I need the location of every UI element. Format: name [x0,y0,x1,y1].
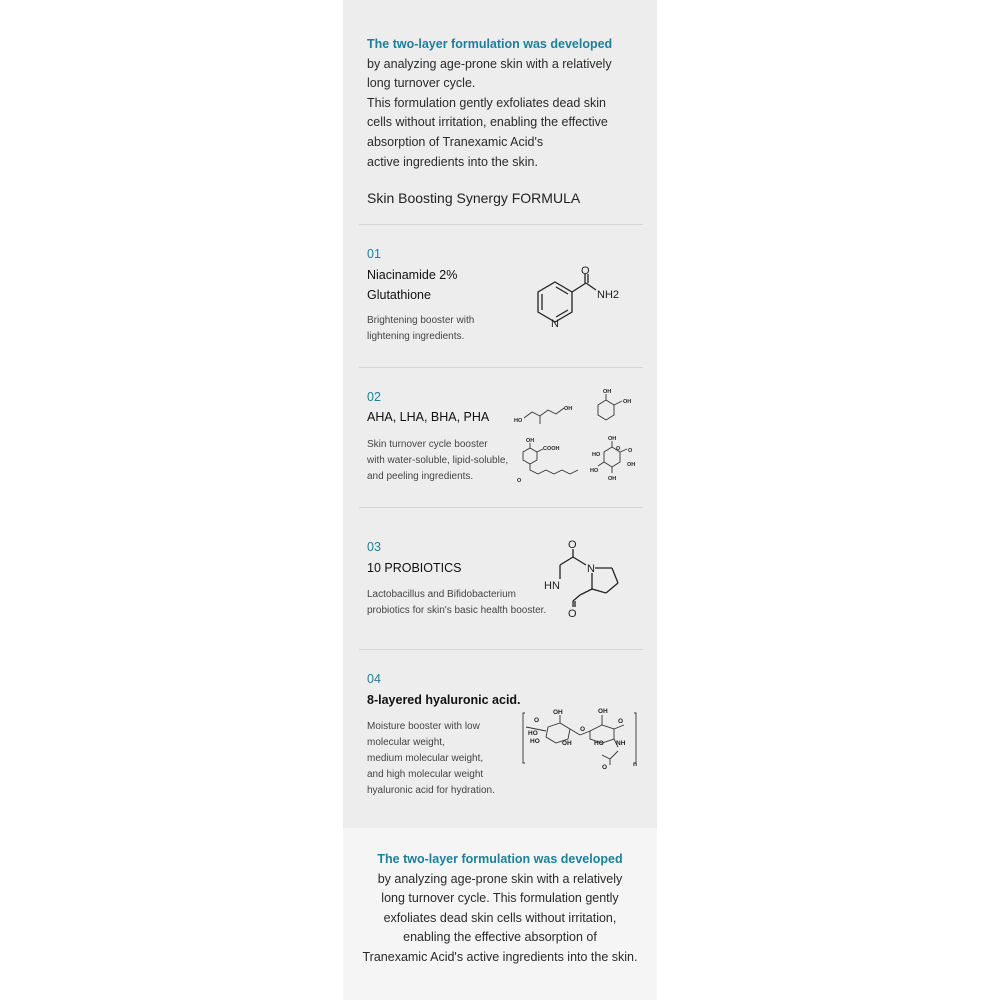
divider [359,367,643,368]
formula-title: Skin Boosting Synergy FORMULA [367,190,581,206]
item-desc-line: Lactobacillus and Bifidobacterium [367,589,516,600]
molecule-label: OH [608,436,617,442]
item-name [367,558,461,578]
molecule-label: COOH [543,446,560,452]
molecule-label: OH [526,438,535,444]
item-desc-line: with water-soluble, lipid-soluble, [367,455,509,466]
item-number: 03 [367,540,381,554]
item-description [367,313,474,345]
item-name [367,407,489,427]
summary-line: by analyzing age-prone skin with a relatively [377,871,623,886]
molecule-label: n [633,761,637,768]
molecule-label: O [616,446,621,452]
molecule-label: O [628,448,633,454]
item-number: 04 [367,672,381,686]
item-name-line: 10 PROBIOTICS [367,561,462,575]
item-desc-line: lightening ingredients. [367,331,465,342]
probiotic-structure [540,533,630,621]
molecule-label: OH [598,708,608,715]
item-name [367,690,521,710]
molecule-label: HN [544,580,560,592]
summary-highlight: The two-layer formulation was developed [377,852,623,866]
intro-line: active ingredients into the skin. [367,154,538,169]
divider [359,649,643,650]
molecule-label: OH [564,406,573,412]
intro-line: long turnover cycle. [367,76,476,91]
item-name [367,265,457,305]
molecule-label: HO [594,740,604,747]
divider [359,224,643,225]
molecule-label: N [587,563,595,575]
item-desc-line: Skin turnover cycle booster [367,439,488,450]
hyaluronic-acid-structure [518,703,643,771]
intro-line: This formulation gently exfoliates dead skin [367,95,607,110]
item-name-line: Niacinamide 2% [367,268,458,282]
item-desc-line: and high molecular weight [367,769,484,780]
intro-text [367,35,637,172]
molecule-label: HO [530,738,540,745]
item-desc-line: Moisture booster with low [367,721,480,732]
molecule-label: O [534,717,540,724]
molecule-label: OH [553,709,563,716]
molecule-label: OH [623,399,632,405]
summary-line: long turnover cycle. This formulation gently [381,891,619,906]
item-desc-line: probiotics for skin's basic health booster. [367,605,547,616]
molecule-label: OH [608,476,617,482]
molecule-label: O [581,265,590,277]
item-description [367,437,508,485]
intro-line: absorption of Tranexamic Acid's [367,134,544,149]
item-desc-line: and peeling ingredients. [367,471,474,482]
molecule-label: HO [514,418,523,424]
intro-line: by analyzing age-prone skin with a relatively [367,56,612,71]
item-name-line: AHA, LHA, BHA, PHA [367,410,490,424]
molecule-label: HO [590,468,599,474]
molecule-label: O [568,608,577,620]
intro-highlight: The two-layer formulation was developed [367,37,613,51]
molecule-label: HO [528,730,538,737]
item-name-line: 8-layered hyaluronic acid. [367,693,521,707]
summary-text [343,850,657,968]
item-description [367,587,546,619]
molecule-label: O [568,539,577,551]
item-desc-line: Brightening booster with [367,315,475,326]
molecule-label: HO [592,452,601,458]
molecule-label: OH [562,740,572,747]
molecule-label: O [618,718,624,725]
molecule-label: O [602,764,608,771]
summary-line: exfoliates dead skin cells without irritation, [383,910,617,925]
item-number: 01 [367,247,381,261]
item-desc-line: hyaluronic acid for hydration. [367,785,495,796]
divider [359,507,643,508]
niacinamide-structure [530,262,630,332]
summary-line: enabling the effective absorption of [403,930,597,945]
summary-line: Tranexamic Acid's active ingredients into the skin. [362,949,638,964]
molecule-label: NH2 [597,289,620,301]
item-desc-line: molecular weight, [367,737,445,748]
molecule-label: N [551,318,559,330]
item-description [367,719,495,799]
molecule-label: OH [627,462,636,468]
item-name-line: Glutathione [367,288,431,302]
molecule-label: O [580,726,586,733]
molecule-label: OH [603,389,612,395]
molecule-label: NH [616,740,626,747]
acid-structures [512,386,642,496]
item-desc-line: medium molecular weight, [367,753,484,764]
item-number: 02 [367,390,381,404]
molecule-label: O [517,478,522,484]
intro-line: cells without irritation, enabling the effective [367,115,608,130]
